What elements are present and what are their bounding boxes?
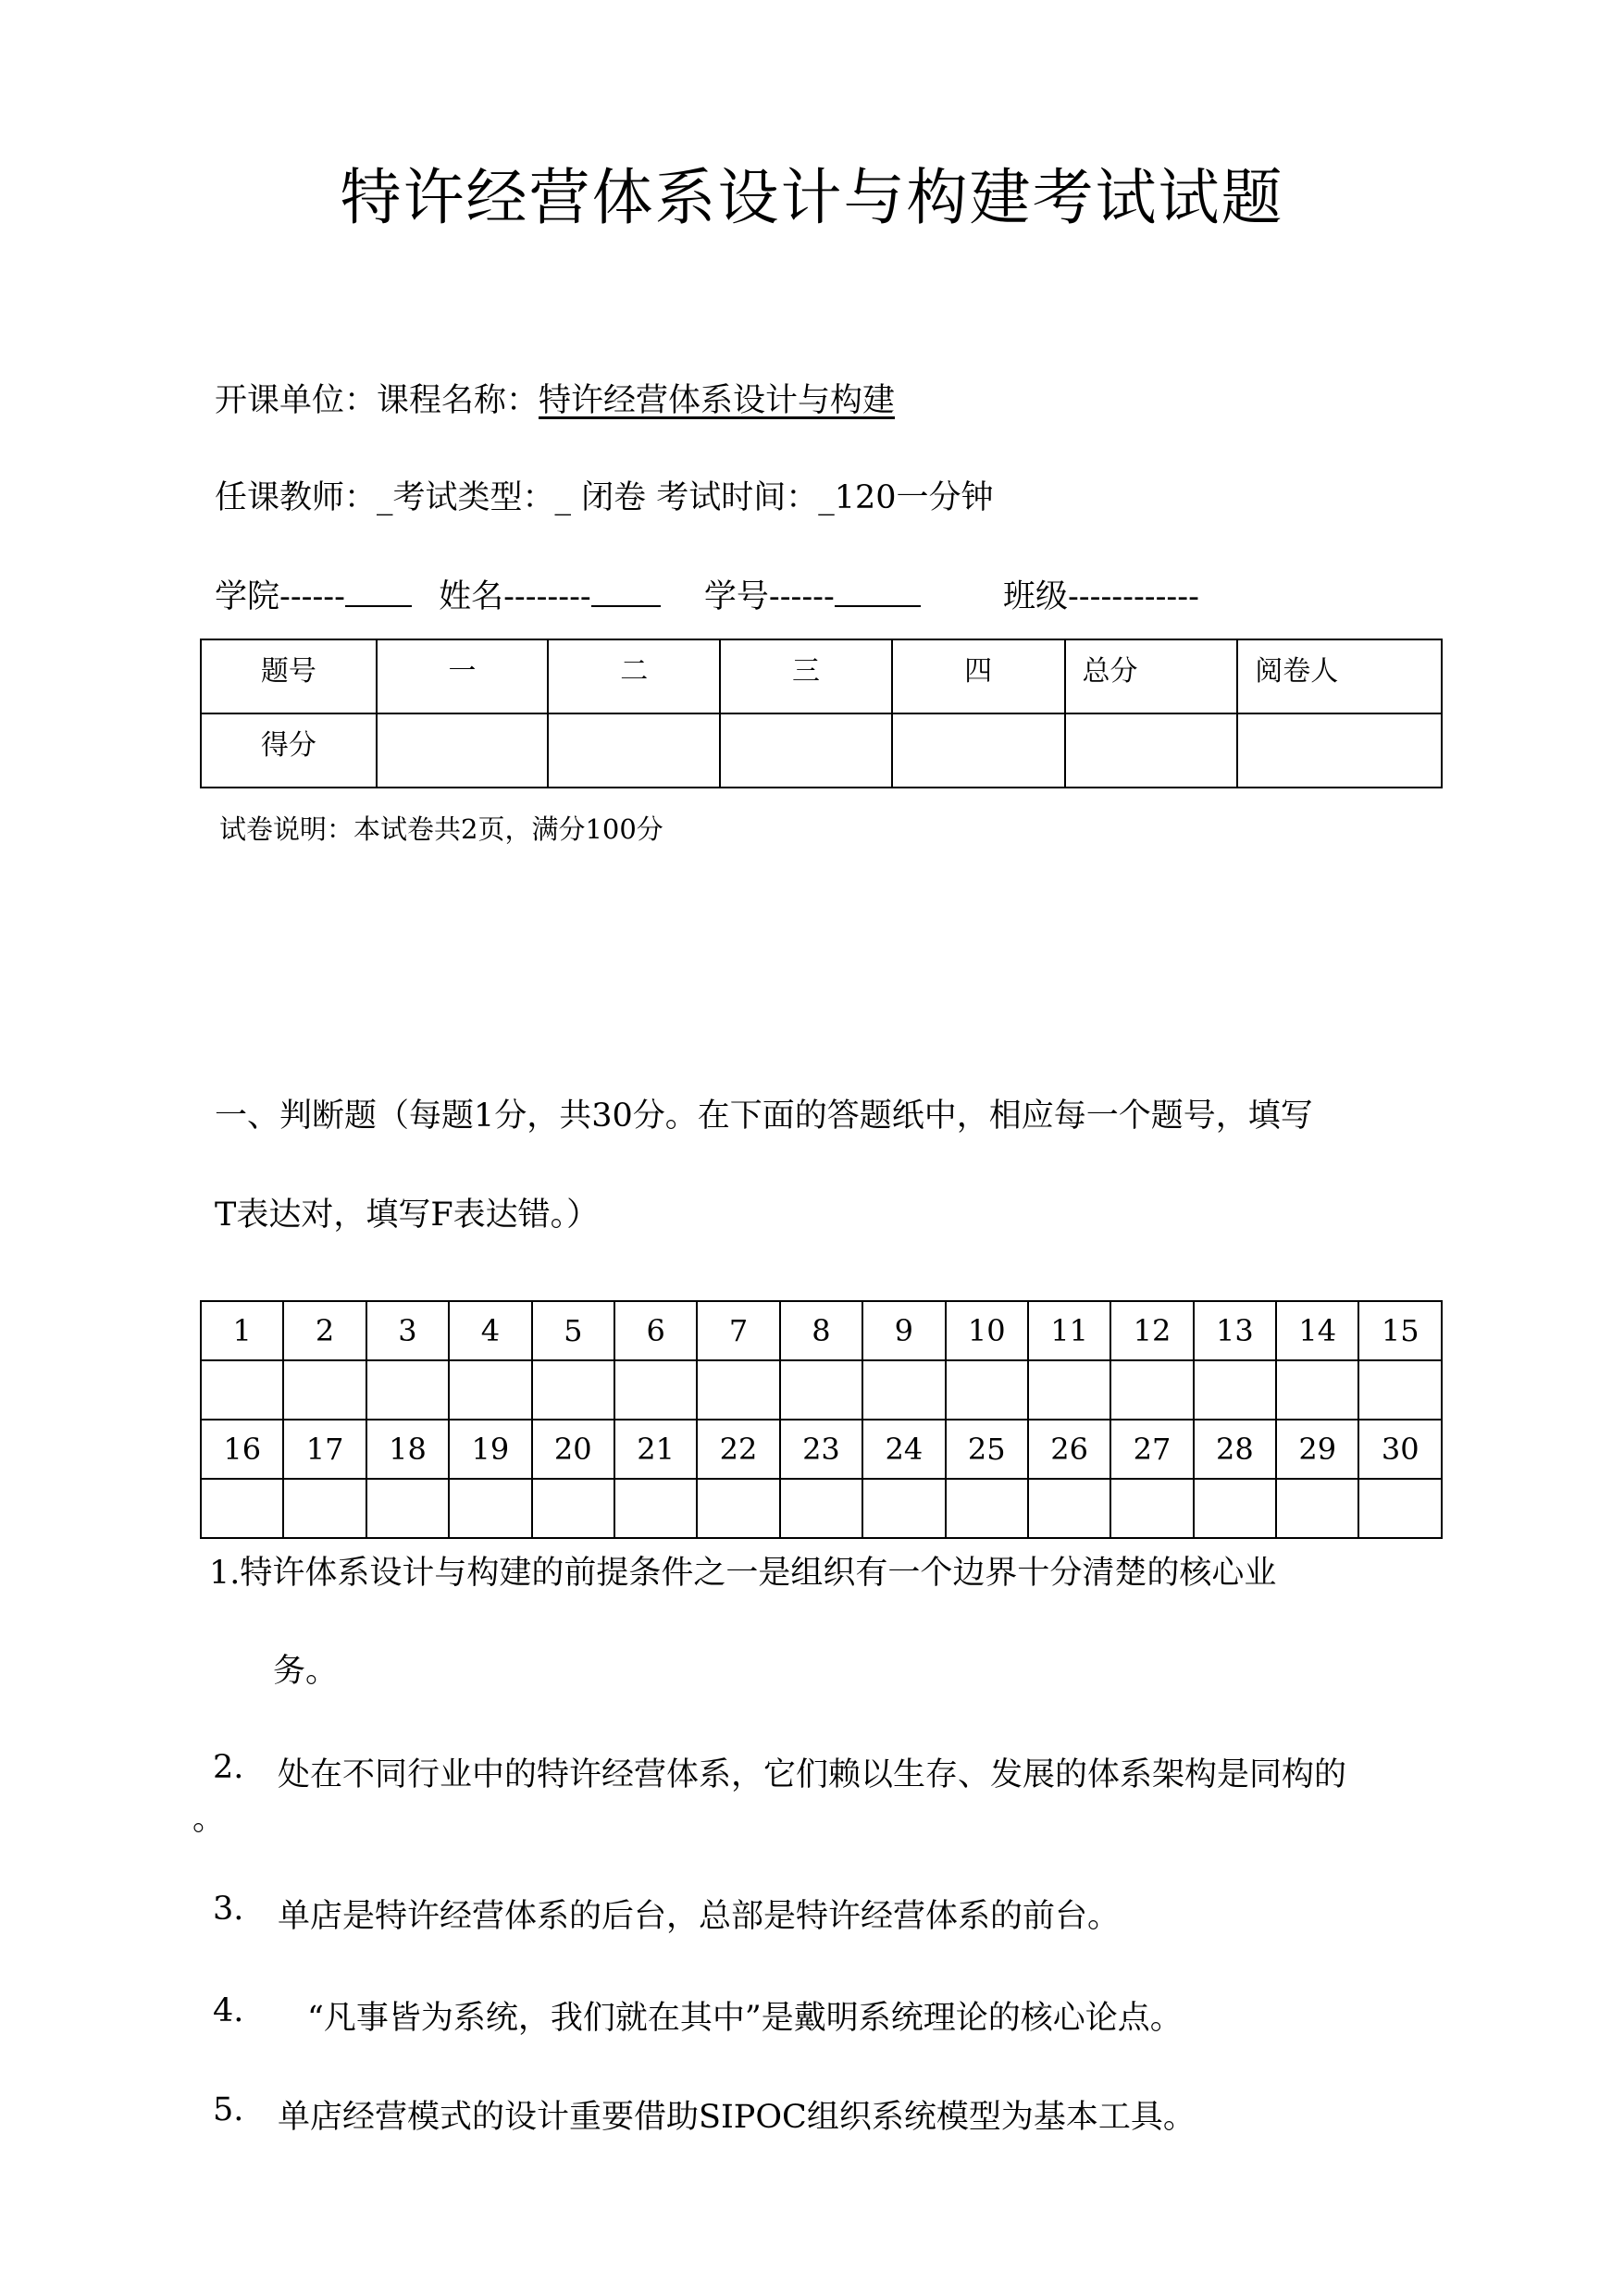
score-table-header-row <box>201 639 1442 713</box>
name-label: 姓名-------- <box>439 578 591 615</box>
college-blank[interactable] <box>345 577 412 607</box>
answer-number-cell: 20 <box>532 1420 614 1479</box>
answer-number-cell: 4 <box>449 1301 531 1360</box>
answer-number-cell: 13 <box>1194 1301 1276 1360</box>
answer-number-cell: 17 <box>283 1420 366 1479</box>
answer-number-cell: 12 <box>1110 1301 1193 1360</box>
score-header-cell: 二 <box>548 639 720 713</box>
answer-number-cell: 18 <box>366 1420 449 1479</box>
answer-number-cell: 16 <box>201 1420 283 1479</box>
score-row-label: 得分 <box>201 713 377 788</box>
answer-number-cell: 24 <box>862 1420 945 1479</box>
unit-course-label: 开课单位：课程名称： <box>215 382 539 419</box>
answer-blank-cell[interactable] <box>1028 1360 1110 1420</box>
answer-blank-cell[interactable] <box>1110 1479 1193 1538</box>
student-info-line <box>215 571 1199 617</box>
answer-number-cell: 11 <box>1028 1301 1110 1360</box>
score-cell[interactable] <box>377 713 549 788</box>
question-1-line1: 1.特许体系设计与构建的前提条件之一是组织有一个边界十分清楚的核心业 <box>209 1555 1277 1592</box>
answer-number-cell: 22 <box>697 1420 779 1479</box>
answer-blank-cell[interactable] <box>283 1360 366 1420</box>
answer-blank-cell[interactable] <box>1194 1360 1276 1420</box>
answer-blank-row <box>201 1360 1442 1420</box>
answer-number-row <box>201 1301 1442 1360</box>
answer-blank-cell[interactable] <box>532 1479 614 1538</box>
answer-blank-cell[interactable] <box>862 1479 945 1538</box>
answer-blank-cell[interactable] <box>1358 1479 1442 1538</box>
exam-note: 试卷说明：本试卷共2页，满分100分 <box>219 813 663 845</box>
question-2-number: 2. <box>213 1749 244 1786</box>
answer-blank-cell[interactable] <box>366 1360 449 1420</box>
question-5-text: 单店经营模式的设计重要借助SIPOC组织系统模型为基本工具。 <box>278 2099 1196 2136</box>
answer-blank-cell[interactable] <box>532 1360 614 1420</box>
answer-blank-cell[interactable] <box>614 1479 697 1538</box>
class-label: 班级------------ <box>1002 578 1199 615</box>
question-4-text: “凡事皆为系统，我们就在其中”是戴明系统理论的核心论点。 <box>307 2000 1183 2037</box>
score-table <box>200 639 1443 788</box>
score-cell[interactable] <box>1065 713 1238 788</box>
question-5-number: 5. <box>213 2091 244 2128</box>
score-cell[interactable] <box>892 713 1065 788</box>
answer-blank-cell[interactable] <box>946 1479 1028 1538</box>
answer-blank-cell[interactable] <box>1194 1479 1276 1538</box>
answer-number-cell: 14 <box>1276 1301 1358 1360</box>
score-cell[interactable] <box>1237 713 1442 788</box>
score-cell[interactable] <box>548 713 720 788</box>
student-id-label: 学号------ <box>703 578 835 615</box>
answer-blank-cell[interactable] <box>614 1360 697 1420</box>
answer-number-cell: 10 <box>946 1301 1028 1360</box>
college-label: 学院------ <box>215 578 345 615</box>
answer-number-cell: 23 <box>780 1420 862 1479</box>
answer-blank-cell[interactable] <box>1110 1360 1193 1420</box>
answer-blank-cell[interactable] <box>1276 1479 1358 1538</box>
answer-number-cell: 30 <box>1358 1420 1442 1479</box>
question-3-text: 单店是特许经营体系的后台，总部是特许经营体系的前台。 <box>278 1898 1121 1935</box>
answer-number-cell: 28 <box>1194 1420 1276 1479</box>
answer-blank-cell[interactable] <box>697 1479 779 1538</box>
answer-blank-cell[interactable] <box>780 1360 862 1420</box>
question-1-line2: 务。 <box>273 1653 339 1690</box>
answer-number-cell: 5 <box>532 1301 614 1360</box>
student-id-blank[interactable] <box>835 577 921 607</box>
answer-number-cell: 6 <box>614 1301 697 1360</box>
answer-number-cell: 1 <box>201 1301 283 1360</box>
answer-number-cell: 21 <box>614 1420 697 1479</box>
score-header-cell: 题号 <box>201 639 377 713</box>
course-info-line <box>215 375 895 421</box>
answer-blank-cell[interactable] <box>283 1479 366 1538</box>
score-header-cell: 总分 <box>1065 639 1238 713</box>
answer-blank-cell[interactable] <box>201 1479 283 1538</box>
score-cell[interactable] <box>720 713 892 788</box>
score-header-cell: 一 <box>377 639 549 713</box>
answer-number-cell: 25 <box>946 1420 1028 1479</box>
answer-blank-cell[interactable] <box>1276 1360 1358 1420</box>
answer-sheet-table <box>200 1300 1443 1539</box>
answer-number-cell: 27 <box>1110 1420 1193 1479</box>
answer-number-cell: 15 <box>1358 1301 1442 1360</box>
answer-number-cell: 8 <box>780 1301 862 1360</box>
answer-blank-cell[interactable] <box>1358 1360 1442 1420</box>
answer-number-cell: 9 <box>862 1301 945 1360</box>
course-name: 特许经营体系设计与构建 <box>539 382 896 419</box>
answer-blank-cell[interactable] <box>366 1479 449 1538</box>
score-table-score-row <box>201 713 1442 788</box>
answer-blank-cell[interactable] <box>449 1360 531 1420</box>
answer-blank-cell[interactable] <box>201 1360 283 1420</box>
answer-number-cell: 2 <box>283 1301 366 1360</box>
answer-blank-cell[interactable] <box>780 1479 862 1538</box>
question-4-number: 4. <box>213 1992 244 2029</box>
teacher-exam-line: 任课教师：_考试类型：_ 闭卷 考试时间：_120一分钟 <box>215 479 994 516</box>
answer-blank-cell[interactable] <box>862 1360 945 1420</box>
answer-number-cell: 19 <box>449 1420 531 1479</box>
section1-heading-line1: 一、判断题（每题1分，共30分。在下面的答题纸中，相应每一个题号，填写 <box>215 1098 1313 1135</box>
name-blank[interactable] <box>591 577 661 607</box>
answer-number-cell: 29 <box>1276 1420 1358 1479</box>
score-header-cell: 四 <box>892 639 1065 713</box>
answer-number-cell: 26 <box>1028 1420 1110 1479</box>
page-title: 特许经营体系设计与构建考试试题 <box>340 162 1284 233</box>
score-header-cell: 三 <box>720 639 892 713</box>
question-2-text: 处在不同行业中的特许经营体系，它们赖以生存、发展的体系架构是同构的 <box>278 1756 1347 1793</box>
answer-blank-row <box>201 1479 1442 1538</box>
answer-number-row <box>201 1420 1442 1479</box>
answer-blank-cell[interactable] <box>946 1360 1028 1420</box>
question-2-tail: 。 <box>192 1801 226 1838</box>
section1-heading-line2: T表达对，填写F表达错。） <box>215 1197 600 1234</box>
answer-blank-cell[interactable] <box>449 1479 531 1538</box>
question-3-number: 3. <box>213 1891 244 1928</box>
answer-number-cell: 3 <box>366 1301 449 1360</box>
score-header-cell: 阅卷人 <box>1237 639 1442 713</box>
answer-number-cell: 7 <box>697 1301 779 1360</box>
answer-blank-cell[interactable] <box>697 1360 779 1420</box>
answer-blank-cell[interactable] <box>1028 1479 1110 1538</box>
